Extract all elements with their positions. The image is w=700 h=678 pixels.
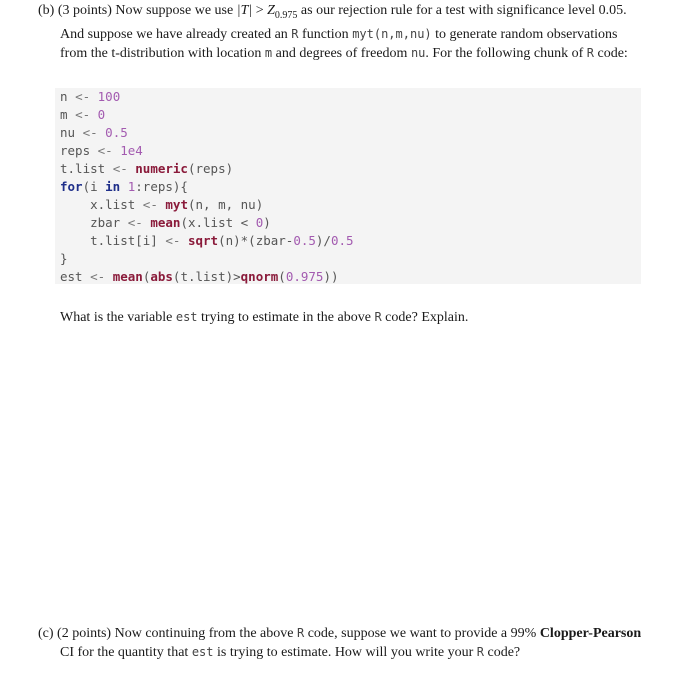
code-text	[90, 107, 98, 122]
text: Now suppose we use	[115, 3, 234, 18]
text: is trying to estimate. How will you write your	[217, 645, 474, 660]
abs-t: |T|	[236, 3, 253, 18]
part-b-statement	[38, 2, 648, 63]
text: And suppose we have already created an	[60, 26, 288, 42]
z-symbol: Z	[267, 3, 275, 18]
code-text: :reps){	[135, 179, 188, 194]
code-text: (n, m, nu)	[187, 197, 264, 212]
code-text: )/	[315, 233, 331, 248]
m-inline: m	[264, 45, 273, 60]
code-text: )	[263, 215, 271, 230]
code-function: myt	[165, 197, 188, 212]
part-c-statement	[38, 624, 648, 662]
code-text: (i	[82, 179, 106, 194]
code-function: qnorm	[240, 269, 279, 284]
clopper-pearson-bold: Clopper-Pearson	[539, 626, 642, 641]
code-op: <-	[75, 89, 91, 104]
code-op: <-	[75, 107, 91, 122]
text: code:	[597, 45, 628, 61]
code-text	[180, 233, 188, 248]
text: function	[302, 26, 349, 42]
code-text: zbar	[60, 215, 128, 230]
r-inline: R	[296, 626, 305, 640]
code-function: abs	[150, 269, 173, 284]
est-inline: est	[191, 645, 214, 659]
myt-inline: myt(n,m,nu)	[352, 26, 432, 41]
part-b-points: (3 points)	[57, 3, 112, 18]
part-b-label: (b)	[38, 3, 55, 18]
code-text: (x.list <	[180, 215, 256, 230]
code-line	[60, 214, 271, 232]
code-number: 0	[97, 107, 106, 122]
part-c-points: (2 points)	[57, 626, 112, 641]
code-text: (reps)	[187, 161, 234, 176]
code-op: <-	[142, 197, 158, 212]
code-function: mean	[112, 269, 143, 284]
code-line	[60, 88, 120, 106]
r-inline: R	[291, 26, 299, 41]
code-text: t.list[i]	[60, 233, 166, 248]
code-op: <-	[90, 269, 106, 284]
question-text	[60, 308, 468, 327]
z-subscript: 0.975	[274, 9, 298, 21]
text: as our rejection rule for a test with significance level 0.05.	[300, 3, 627, 18]
text: Now continuing from the above	[114, 626, 294, 641]
code-text: reps	[60, 143, 98, 158]
code-line	[60, 232, 354, 250]
code-text: (n)*(zbar-	[218, 233, 294, 248]
text: CI for the quantity that	[60, 645, 189, 660]
code-op: <-	[165, 233, 181, 248]
code-text: nu	[60, 125, 83, 140]
code-text: x.list	[60, 197, 143, 212]
text: What is the variable	[60, 310, 173, 325]
code-function: mean	[150, 215, 181, 230]
code-line	[60, 142, 143, 160]
r-inline: R	[374, 310, 382, 324]
code-line	[60, 250, 68, 268]
code-line	[60, 268, 339, 286]
code-text: }	[60, 251, 68, 266]
code-line	[60, 106, 105, 124]
code-text: est	[60, 269, 91, 284]
text: >	[255, 3, 264, 18]
text: trying to estimate in the above	[201, 310, 371, 325]
code-text: (	[142, 269, 151, 284]
code-keyword: in	[105, 179, 121, 194]
text: and degrees of freedom	[275, 45, 408, 61]
code-line	[60, 160, 233, 178]
code-number: 0.5	[293, 233, 316, 248]
code-op: <-	[97, 143, 113, 158]
code-keyword: for	[60, 179, 83, 194]
code-text	[90, 89, 98, 104]
code-text: t.list	[60, 161, 113, 176]
code-number: 100	[97, 89, 121, 104]
code-function: sqrt	[187, 233, 219, 248]
code-number: 0.975	[285, 269, 324, 284]
code-text: ))	[323, 269, 339, 284]
code-number: 0	[255, 215, 264, 230]
code-function: numeric	[135, 161, 188, 176]
code-number: 0.5	[330, 233, 354, 248]
code-op: <-	[127, 215, 143, 230]
code-block	[55, 88, 641, 284]
code-number: 0.5	[105, 125, 128, 140]
text: code, suppose we want to provide a 99%	[307, 626, 537, 641]
code-text: n	[60, 89, 76, 104]
est-inline: est	[175, 310, 198, 324]
code-text: (t.list)>	[172, 269, 241, 284]
nu-inline: nu	[410, 45, 426, 60]
text: code?	[487, 645, 521, 660]
r-inline: R	[476, 645, 484, 659]
code-line	[60, 178, 188, 196]
code-line	[60, 124, 128, 142]
code-op: <-	[82, 125, 98, 140]
code-line	[60, 196, 263, 214]
part-c-label: (c)	[38, 626, 54, 641]
code-number: 1e4	[120, 143, 143, 158]
code-number: 1	[127, 179, 136, 194]
code-op: <-	[112, 161, 128, 176]
text: code? Explain.	[385, 310, 469, 325]
r-inline: R	[586, 45, 594, 60]
code-text: (	[278, 269, 286, 284]
text: . For the following chunk of	[425, 45, 584, 61]
text: to generate random observations from the t-distribution with location	[60, 26, 618, 61]
code-text	[105, 269, 113, 284]
code-text: m	[60, 107, 76, 122]
code-text	[120, 179, 128, 194]
